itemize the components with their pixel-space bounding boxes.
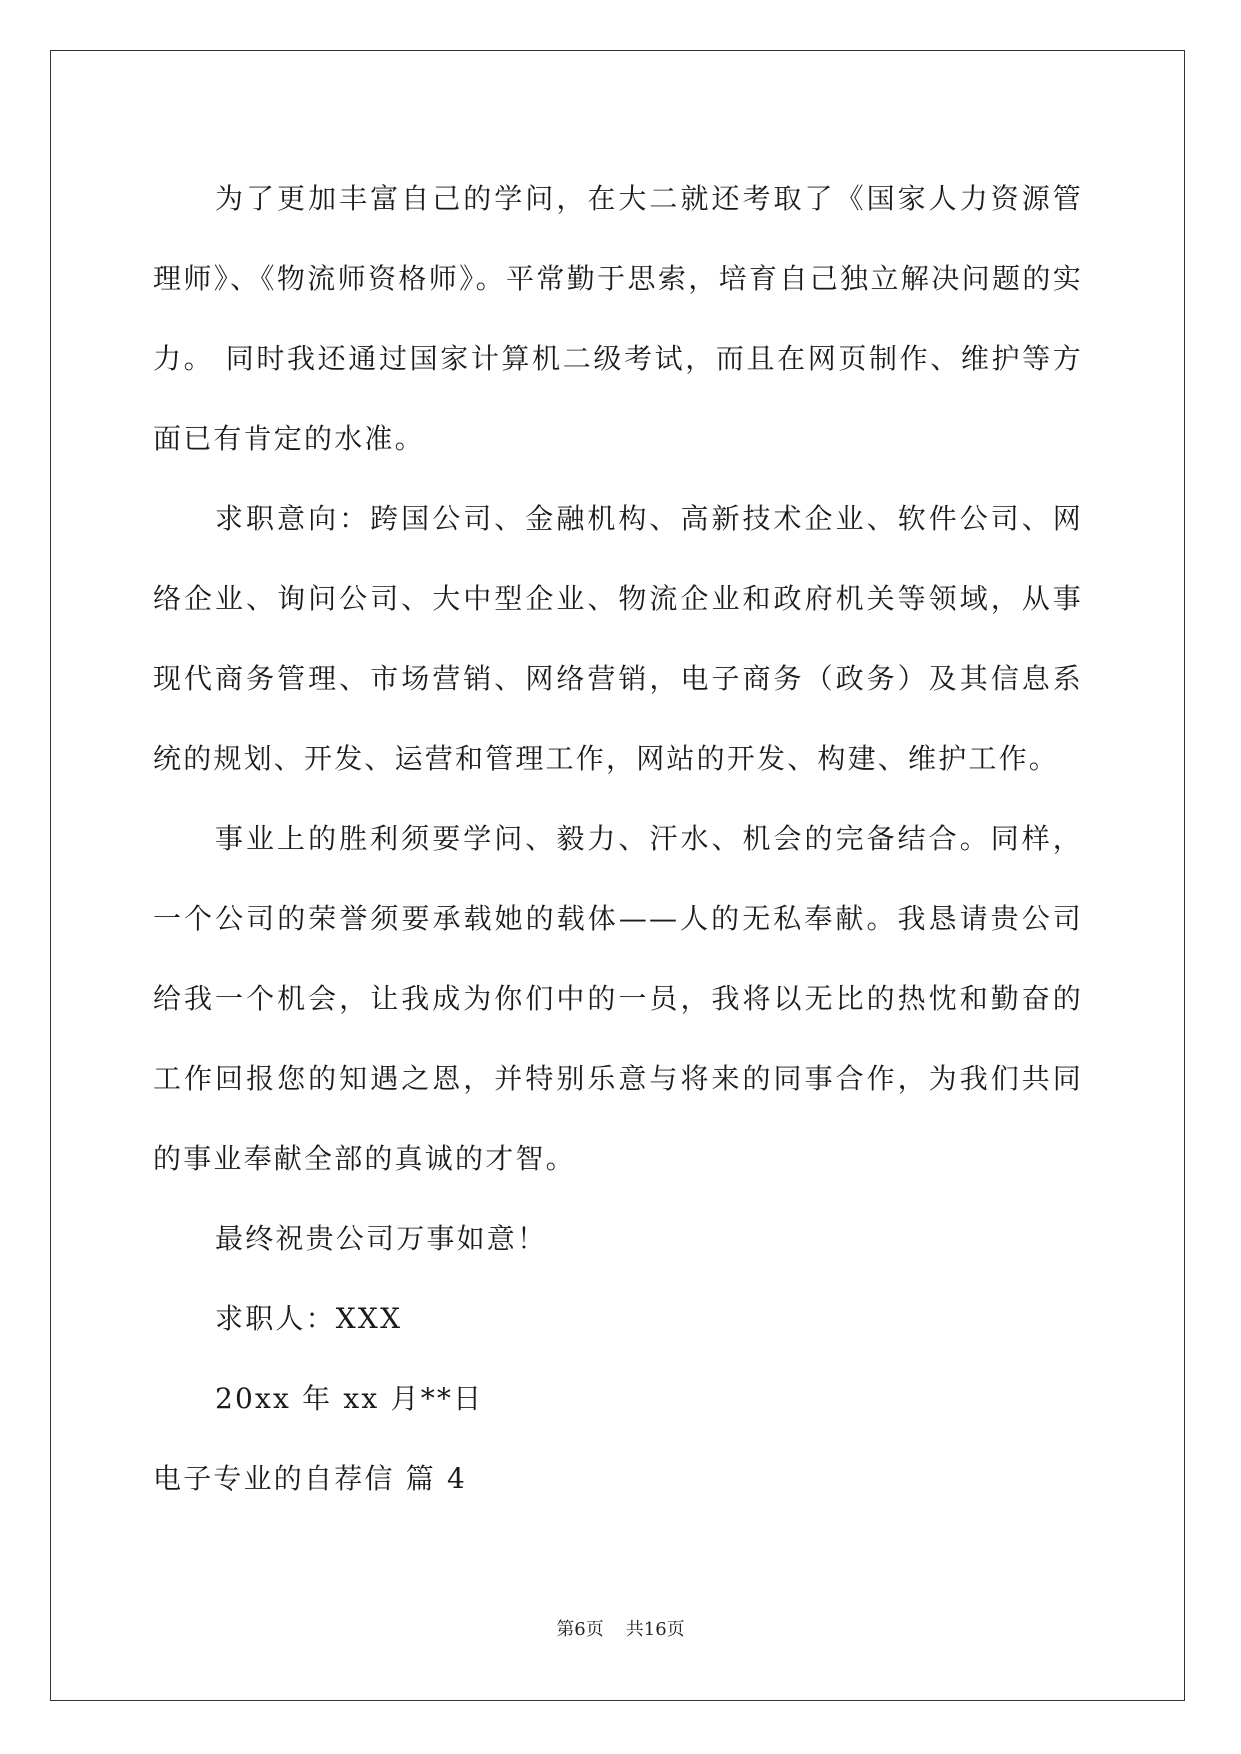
- paragraph-job-intention: 求职意向：跨国公司、金融机构、高新技术企业、软件公司、网络企业、询问公司、大中型企业、物流企业和政府机关等领域，从事现代商务管理、市场营销、网络营销，电子商务（政务）及其信息系统的规划、开发、运营和管理工作，网站的开发、构建、维护工作。: [153, 502, 1083, 775]
- page-current: 第6页: [556, 1619, 604, 1640]
- applicant-signature: 求职人：XXX: [215, 1302, 403, 1335]
- next-section-heading: 电子专业的自荐信 篇 4: [153, 1462, 468, 1495]
- page-total: 共16页: [625, 1619, 685, 1640]
- page-footer: [0, 1618, 1241, 1642]
- letter-date: 20xx 年 xx 月**日: [215, 1382, 484, 1415]
- paragraph-wishes: 最终祝贵公司万事如意！: [215, 1222, 548, 1255]
- document-body: [153, 159, 1083, 1519]
- paragraph-closing: 事业上的胜利须要学问、毅力、汗水、机会的完备结合。同样，一个公司的荣誉须要承载她的载体——人的无私奉献。我恳请贵公司给我一个机会，让我成为你们中的一员，我将以无比的热忱和勤奋的工作回报您的知遇之恩，并特别乐意与将来的同事合作，为我们共同的事业奉献全部的真诚的才智。: [153, 822, 1083, 1175]
- paragraph-skills: 为了更加丰富自己的学问，在大二就还考取了《国家人力资源管理师》、《物流师资格师》。平常勤于思索，培育自己独立解决问题的实力。 同时我还通过国家计算机二级考试，而且在网页制作、维护等方面已有肯定的水准。: [153, 182, 1083, 455]
